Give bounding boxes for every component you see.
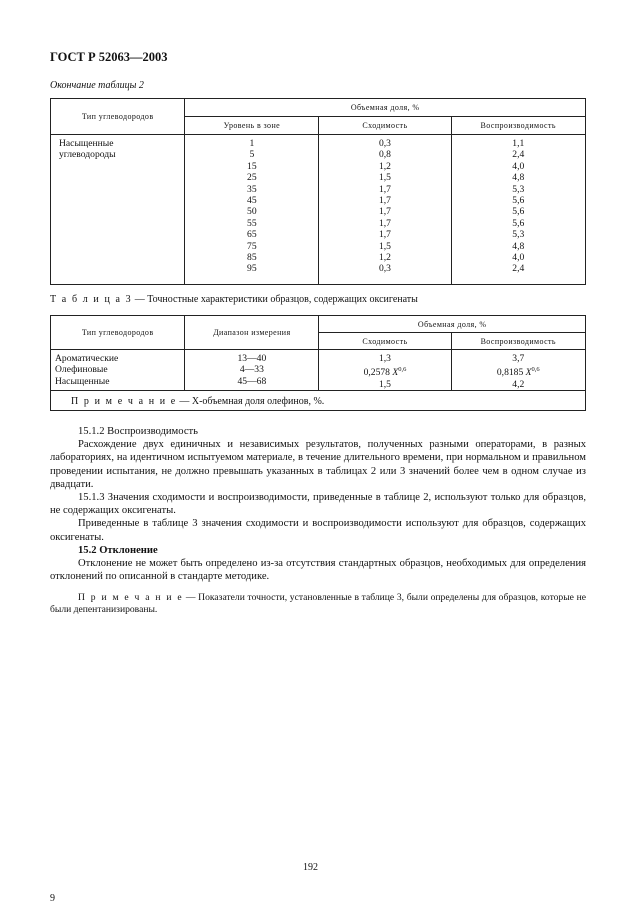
paragraph-table3: Приведенные в таблице 3 значения сходимости и воспроизводимости используют для образцов, содержащих оксигенаты. <box>50 518 586 543</box>
t3-range: 13—40 <box>237 353 267 364</box>
t3-repeat-cell <box>319 350 451 391</box>
t2-level: 65 <box>247 229 257 241</box>
t2-level: 75 <box>247 240 257 252</box>
t2-group-header: Объемная доля, % <box>185 99 586 117</box>
document-header: ГОСТ Р 52063—2003 <box>50 50 168 64</box>
t2-level: 35 <box>247 183 257 195</box>
t3-col-reprod-header: Воспроизводимость <box>451 333 585 350</box>
t3-reprod-cell <box>451 350 585 391</box>
t3-note-text: — X-объемная доля олефинов, %. <box>176 396 325 408</box>
t2-repeat: 1,7 <box>378 206 391 218</box>
page-number-left: 9 <box>50 893 55 904</box>
note-2 <box>50 592 586 616</box>
t2-level: 85 <box>247 252 257 264</box>
t2-reprod: 2,4 <box>512 263 525 275</box>
t3-reprod: 4,2 <box>512 378 525 390</box>
t2-reprod-cell <box>451 135 585 285</box>
body-text <box>50 425 586 616</box>
t3-col-range-header: Диапазон измерения <box>185 316 319 350</box>
t2-level: 1 <box>249 138 255 149</box>
t3-note-row <box>51 391 586 411</box>
section-15-2-title: 15.2 Отклонение <box>78 544 158 556</box>
t3-ranges-cell <box>185 350 319 391</box>
t2-reprod: 4,0 <box>512 252 525 264</box>
t2-repeat: 1,7 <box>378 195 391 207</box>
t2-level: 15 <box>247 160 257 172</box>
t2-repeat: 1,5 <box>378 172 391 184</box>
t2-type-cell <box>51 135 185 285</box>
note-2-text: — Показатели точности, установленные в таблице 3, были определены для образцов, которые не были депентанизированы. <box>50 592 586 616</box>
t3-types-cell <box>51 350 185 391</box>
t3-group-header: Объемная доля, % <box>319 316 586 333</box>
t3-repeat-formula: 0,2578 X$^{0,6}$ <box>363 366 407 379</box>
t2-col-level-header: Уровень в зоне <box>185 117 319 135</box>
t2-repeat: 1,7 <box>378 229 391 241</box>
t3-note-label: П р и м е ч а н и е <box>71 396 177 408</box>
t3-range: 45—68 <box>237 375 267 387</box>
note-2-label: П р и м е ч а н и е <box>78 592 184 604</box>
t3-repeat: 1,3 <box>378 353 391 364</box>
t2-reprod: 5,6 <box>512 195 525 207</box>
table3-caption-prefix: Т а б л и ц а 3 <box>50 294 133 305</box>
t2-repeat: 1,7 <box>378 183 391 195</box>
t3-col-repeat-header: Сходимость <box>319 333 451 350</box>
section-15-1-3-text: 15.1.3 Значения сходимости и воспроизводимости, приведенные в таблице 2, используют только для образцов, не содержащих оксигенаты. <box>50 492 586 517</box>
t2-reprod: 1,1 <box>512 138 525 149</box>
t2-repeat: 1,2 <box>378 160 391 172</box>
table3-caption <box>50 294 418 305</box>
section-15-2-text: Отклонение не может быть определено из-за отсутствия стандартных образцов, необходимых для определения отклонений по описанной в стандарте методике. <box>50 558 586 583</box>
table2-caption: Окончание таблицы 2 <box>50 80 144 91</box>
t2-level: 50 <box>247 206 257 218</box>
t2-type-line2: углеводороды <box>59 149 116 161</box>
t2-reprod: 4,8 <box>512 172 525 184</box>
t3-range: 4—33 <box>239 364 264 376</box>
t3-reprod: 3,7 <box>512 353 525 364</box>
t3-type: Олефиновые <box>55 364 108 376</box>
t2-levels-cell <box>185 135 319 285</box>
t2-type-line1: Насыщенные <box>59 138 114 149</box>
section-15-1-2-text: Расхождение двух единичных и независимых результатов, полученных разными операторами, в разных лабораториях, на идентичном испытуемом материале, в течение длительного времени, при нормальном и правильном проведении испытания, не должно превышать указанных в таблицах 2 или 3 значений более чем в одном случае из двадцати. <box>50 439 586 490</box>
t2-col-reprod-header: Воспроизводимость <box>451 117 585 135</box>
t2-col-repeat-header: Сходимость <box>319 117 451 135</box>
t2-level: 95 <box>247 263 257 275</box>
section-15-1-2-title: 15.1.2 Воспроизводимость <box>78 426 198 437</box>
t2-level: 25 <box>247 172 257 184</box>
table-3 <box>50 315 586 411</box>
t3-reprod-formula: 0,8185 X$^{0,6}$ <box>496 366 540 379</box>
t3-col-type-header: Тип углеводородов <box>51 316 185 350</box>
t2-repeat: 0,3 <box>378 263 391 275</box>
t2-reprod: 5,3 <box>512 229 525 241</box>
table3-caption-text: — Точностные характеристики образцов, содержащих оксигенаты <box>132 294 418 305</box>
t2-reprod: 5,6 <box>512 206 525 218</box>
t2-reprod: 2,4 <box>512 149 525 161</box>
t2-reprod: 4,0 <box>512 160 525 172</box>
t2-reprod: 4,8 <box>512 240 525 252</box>
t3-type: Насыщенные <box>55 375 110 387</box>
t2-repeat: 0,8 <box>378 149 391 161</box>
t2-repeat: 0,3 <box>378 138 391 149</box>
t2-repeat: 1,5 <box>378 240 391 252</box>
page-number-center: 192 <box>303 862 318 873</box>
t2-level: 55 <box>247 217 257 229</box>
t2-level: 45 <box>247 195 257 207</box>
t2-repeat-cell <box>319 135 451 285</box>
t2-col-type-header: Тип углеводородов <box>51 99 185 135</box>
t2-repeat: 1,2 <box>378 252 391 264</box>
t3-repeat: 1,5 <box>378 378 391 390</box>
t2-reprod: 5,6 <box>512 217 525 229</box>
t2-reprod: 5,3 <box>512 183 525 195</box>
t2-repeat: 1,7 <box>378 217 391 229</box>
table-2 <box>50 98 586 285</box>
t3-type: Ароматические <box>55 353 119 364</box>
t2-level: 5 <box>249 149 255 161</box>
